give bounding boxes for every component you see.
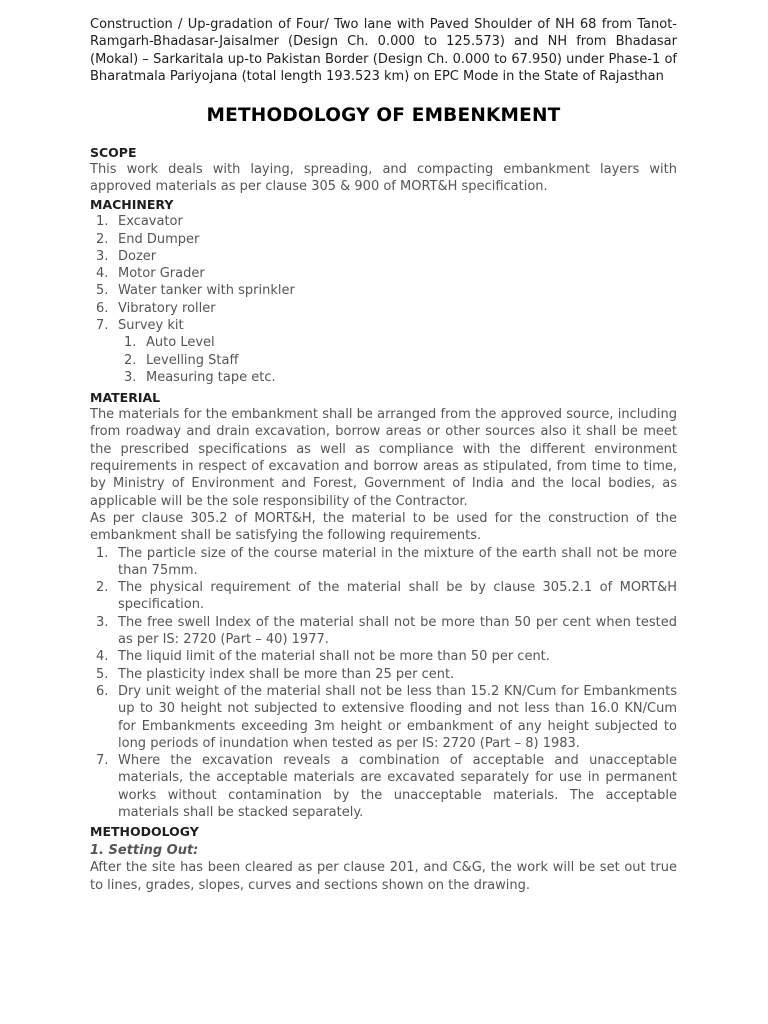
list-item: 2. Levelling Staff xyxy=(124,352,239,368)
list-item: 1. Excavator xyxy=(96,214,183,230)
list-item: 5. Water tanker with sprinkler xyxy=(96,283,295,299)
list-item: 2. End Dumper xyxy=(96,231,200,247)
project-header: Construction / Up-gradation of Four/ Two lane with Paved Shoulder of NH 68 from Tanot-Ramgarh-Bhadasar-Jaisalmer (Design Ch. 0.000 to 125.573) and NH from Bhadasar (Mokal) – Sarkaritala up-to Pakistan Border (Design Ch. 0.000 to 67.950) under Phase-1 of Bharatmala Pariyojana (total length 193.523 km) on EPC Mode in the State of Rajasthan xyxy=(90,17,677,85)
material-para-1: The materials for the embankment shall be arranged from the approved source, including from roadway and drain excavation, borrow areas or other sources also it shall be meet the prescribed specifications as well as compliance with the different environment requirements in respect of excavation and borrow areas as stipulated, from time to time, by Ministry of Environment and Forest, Government of India and the local bodies, as applicable will be the sole responsibility of the Contractor. xyxy=(90,407,677,509)
methodology-heading: METHODOLOGY xyxy=(90,824,199,840)
list-item: 3. Measuring tape etc. xyxy=(124,369,276,385)
machinery-heading: MACHINERY xyxy=(90,197,174,213)
document-page xyxy=(90,16,677,894)
list-item: 3. The free swell Index of the material shall not be more than 50 per cent when tested as per IS: 2720 (Part – 40) 1977. xyxy=(96,614,677,648)
scope-text: This work deals with laying, spreading, and compacting embankment layers with approved materials as per clause 305 & 900 of MORT&H specification. xyxy=(90,161,677,194)
list-item: 5. The plasticity index shall be more than 25 per cent. xyxy=(96,666,455,682)
page-title: METHODOLOGY OF EMBENKMENT xyxy=(206,104,561,126)
list-item: 6. Dry unit weight of the material shall not be less than 15.2 KN/Cum for Embankments up to 30 height not subjected to extensive flooding and not less than 16.0 KN/Cum for Embankments exceeding 3m height or embankment of any height subjected to long periods of inundation when tested as per IS: 2720 (Part – 8) 1983. xyxy=(96,683,677,751)
material-para-2: As per clause 305.2 of MORT&H, the material to be used for the construction of the embankment shall be satisfying the following requirements. xyxy=(90,510,677,544)
setting-out-text: After the site has been cleared as per clause 201, and C&G, the work will be set out true to lines, grades, slopes, curves and sections shown on the drawing. xyxy=(90,860,677,893)
material-heading: MATERIAL xyxy=(90,390,161,406)
list-item: 7. Survey kit xyxy=(96,318,184,333)
list-item: 4. Motor Grader xyxy=(96,266,205,282)
list-item: 1. Auto Level xyxy=(124,335,215,351)
list-item: 7. Where the excavation reveals a combination of acceptable and unacceptable materials, the acceptable materials are excavated separately for use in permanent works without contamination by the unacceptable materials. The acceptable materials shall be stacked separately. xyxy=(96,753,677,821)
survey-kit-sublist xyxy=(90,334,677,386)
scope-heading: SCOPE xyxy=(90,144,137,160)
list-item: 2. The physical requirement of the material shall be by clause 305.2.1 of MORT&H specification. xyxy=(96,580,677,613)
list-item: 1. The particle size of the course material in the mixture of the earth shall not be more than 75mm. xyxy=(96,545,677,578)
setting-out-subheading: 1. Setting Out: xyxy=(90,843,199,859)
list-item: 4. The liquid limit of the material shall not be more than 50 per cent. xyxy=(96,649,550,665)
list-item: 6. Vibratory roller xyxy=(96,300,216,316)
machinery-list xyxy=(90,213,677,334)
material-requirements-list xyxy=(90,545,677,822)
list-item: 3. Dozer xyxy=(96,248,157,264)
